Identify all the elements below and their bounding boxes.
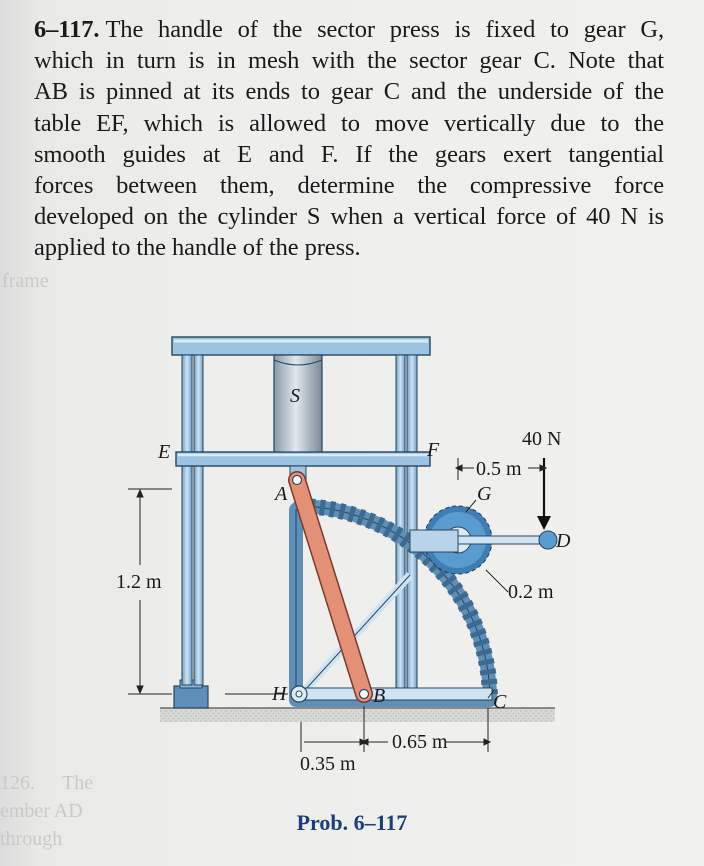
label-e: E (158, 441, 171, 463)
bleed-through-text: 126. (0, 772, 35, 794)
problem-line-3: AB is pinned at its ends to gear C and the underside of the (34, 78, 664, 106)
dim-handle-label: 0.5 m (476, 458, 522, 480)
handle-gd (458, 536, 544, 544)
dim-b-c-label: 0.65 m (392, 731, 448, 753)
problem-number: 6–117. (34, 16, 100, 43)
label-d: D (556, 530, 571, 552)
bleed-through-text: The (62, 772, 94, 794)
force-label: 40 N (522, 428, 562, 450)
post-right-outer (407, 355, 417, 700)
figure-caption: Prob. 6–117 (296, 810, 408, 835)
problem-line-1: 6–117. The handle of the sector press is fixed to gear G, (34, 16, 664, 43)
dim-height-label: 1.2 m (116, 571, 162, 593)
label-c: C (493, 691, 507, 713)
post-left-inner (194, 355, 203, 685)
label-f: F (427, 439, 440, 461)
label-b: B (373, 685, 386, 707)
label-a: A (275, 483, 288, 505)
dim-0-2m-leader (486, 570, 508, 592)
gear-bracket (410, 530, 458, 552)
pin-b (360, 690, 369, 699)
dim-h-b-label: 0.35 m (300, 753, 356, 775)
force-arrow-head (537, 516, 551, 530)
base-block (174, 686, 208, 708)
pin-a (293, 476, 302, 485)
problem-line-2: which in turn is in mesh with the sector gear C. Note that (34, 47, 664, 75)
bleed-through-text: through (0, 828, 63, 850)
post-left-outer (182, 355, 192, 685)
problem-line-4: table EF, which is allowed to move vertically due to the (34, 109, 664, 137)
label-h: H (272, 683, 287, 705)
bleed-through-text: frame (2, 270, 49, 292)
label-g: G (477, 483, 492, 505)
pivot-h-pin (296, 691, 302, 697)
bleed-through-text: ember AD (0, 800, 83, 822)
problem-statement (34, 14, 664, 264)
problem-line-5: smooth guides at E and F. If the gears exert tangential (34, 140, 664, 168)
handle-knob (539, 531, 557, 549)
problem-line-8: applied to the handle of the press. (34, 234, 361, 262)
dim-gear-radius-label: 0.2 m (508, 581, 554, 603)
sector-press-figure (0, 300, 704, 810)
label-s: S (290, 385, 300, 407)
problem-line-6: forces between them, determine the compressive force (34, 172, 664, 200)
problem-line-7: developed on the cylinder S when a vertical force of 40 N is (34, 203, 664, 231)
